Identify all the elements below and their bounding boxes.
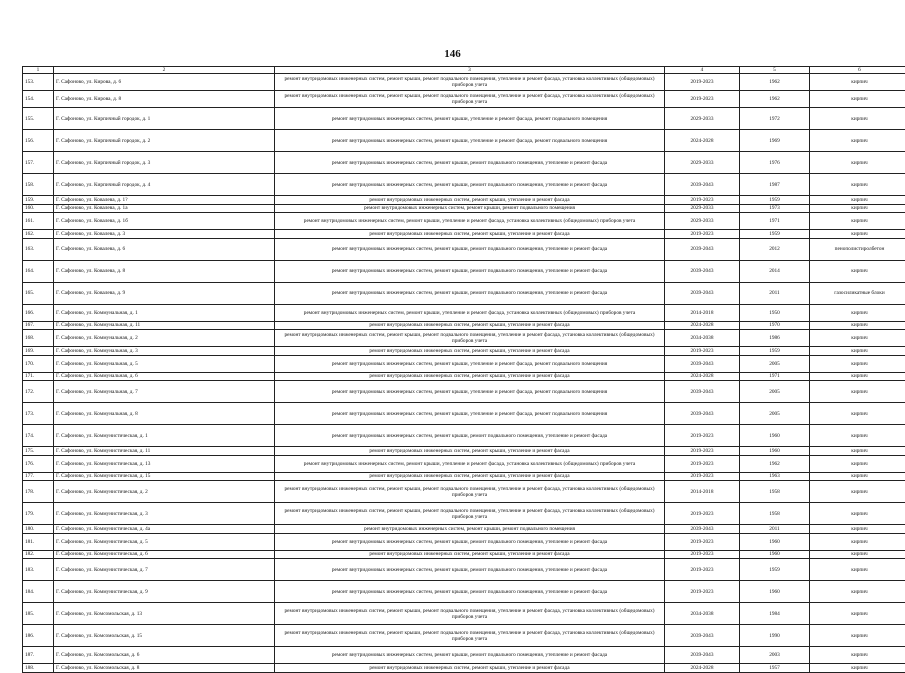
material-cell: кирпич	[810, 664, 905, 673]
material-cell: кирпич	[810, 525, 905, 534]
material-cell: кирпич	[810, 455, 905, 472]
table-row	[23, 525, 905, 534]
period-cell: 2039-2043	[665, 238, 740, 260]
year-cell: 1960	[740, 533, 810, 550]
address-cell: Г. Сафоново, ул. Коммунальная, д. 3	[54, 347, 275, 356]
column-header: 1	[23, 67, 54, 74]
period-cell: 2034-2038	[665, 603, 740, 625]
table-row	[23, 625, 905, 647]
address-cell: Г. Сафоново, ул. Коммунистическая, д. 15	[54, 472, 275, 481]
table-row	[23, 204, 905, 213]
table-row	[23, 152, 905, 174]
table-row	[23, 330, 905, 347]
row-number: 158.	[23, 174, 54, 196]
column-header: 6	[810, 67, 905, 74]
period-cell: 2039-2043	[665, 647, 740, 664]
material-cell: кирпич	[810, 425, 905, 447]
period-cell: 2019-2023	[665, 581, 740, 603]
table-row	[23, 664, 905, 673]
table-row	[23, 455, 905, 472]
row-number: 166.	[23, 304, 54, 321]
row-number: 175.	[23, 447, 54, 456]
works-cell: ремонт внутридомовых инженерных систем, ремонт крыши, утепление и ремонт фасада	[275, 447, 665, 456]
material-cell: кирпич	[810, 174, 905, 196]
material-cell: кирпич	[810, 321, 905, 330]
period-cell: 2019-2023	[665, 550, 740, 559]
year-cell: 1973	[740, 204, 810, 213]
year-cell: 1962	[740, 91, 810, 108]
address-cell: Г. Сафоново, ул. Коммунистическая, д. 3	[54, 503, 275, 525]
material-cell: кирпич	[810, 381, 905, 403]
works-cell: ремонт внутридомовых инженерных систем, ремонт крыши, ремонт подвального помещения, утепление и ремонт фасада	[275, 282, 665, 304]
year-cell: 1958	[740, 481, 810, 503]
works-cell: ремонт внутридомовых инженерных систем, ремонт крыши, утепление и ремонт фасада, ремонт подвального помещения	[275, 381, 665, 403]
material-cell: кирпич	[810, 347, 905, 356]
year-cell: 2003	[740, 647, 810, 664]
address-cell: Г. Сафоново, ул. Коммунальная, д. 6	[54, 372, 275, 381]
works-cell: ремонт внутридомовых инженерных систем, ремонт крыши, ремонт подвального помещения, утепление и ремонт фасада	[275, 581, 665, 603]
address-cell: Г. Сафоново, ул. Ковалева, д. 1?	[54, 196, 275, 205]
works-cell: ремонт внутридомовых инженерных систем, ремонт крыши, ремонт подвального помещения	[275, 204, 665, 213]
row-number: 167.	[23, 321, 54, 330]
period-cell: 2019-2023	[665, 455, 740, 472]
period-cell: 2024-2028	[665, 321, 740, 330]
row-number: 181.	[23, 533, 54, 550]
year-cell: 1971	[740, 372, 810, 381]
address-cell: Г. Сафоново, ул. Кирпичный городок, д. 3	[54, 152, 275, 174]
period-cell: 2019-2023	[665, 91, 740, 108]
year-cell: 1972	[740, 108, 810, 130]
table-row	[23, 381, 905, 403]
period-cell: 2019-2023	[665, 230, 740, 239]
table-header-row	[23, 67, 905, 74]
material-cell: кирпич	[810, 330, 905, 347]
year-cell: 1959	[740, 347, 810, 356]
row-number: 176.	[23, 455, 54, 472]
row-number: 186.	[23, 625, 54, 647]
material-cell: кирпич	[810, 355, 905, 372]
address-cell: Г. Сафоново, ул. Ковалева, д. 1б	[54, 213, 275, 230]
address-cell: Г. Сафоново, ул. Ковалева, д. 1а	[54, 204, 275, 213]
table-row	[23, 581, 905, 603]
row-number: 187.	[23, 647, 54, 664]
year-cell: 2014	[740, 260, 810, 282]
works-cell: ремонт внутридомовых инженерных систем, ремонт крыши, ремонт подвального помещения, утепление и ремонт фасада	[275, 238, 665, 260]
address-cell: Г. Сафоново, ул. Комсомольская, д. 8	[54, 664, 275, 673]
period-cell: 2024-2028	[665, 372, 740, 381]
period-cell: 2024-2028	[665, 130, 740, 152]
material-cell: кирпич	[810, 204, 905, 213]
address-cell: Г. Сафоново, ул. Коммунистическая, д. 9	[54, 581, 275, 603]
housing-table	[22, 66, 905, 673]
works-cell: ремонт внутридомовых инженерных систем, ремонт крыши, утепление и ремонт фасада, установка коллективных (общедомовых) приборов учета	[275, 455, 665, 472]
works-cell: ремонт внутридомовых инженерных систем, ремонт крыши, утепление и ремонт фасада	[275, 472, 665, 481]
address-cell: Г. Сафоново, ул. Ковалева, д. 6	[54, 238, 275, 260]
table-row	[23, 213, 905, 230]
row-number: 157.	[23, 152, 54, 174]
period-cell: 2019-2023	[665, 347, 740, 356]
material-cell: кирпич	[810, 481, 905, 503]
period-cell: 2014-2018	[665, 481, 740, 503]
row-number: 156.	[23, 130, 54, 152]
address-cell: Г. Сафоново, ул. Ковалева, д. 3	[54, 230, 275, 239]
table-row	[23, 260, 905, 282]
address-cell: Г. Сафоново, ул. Коммунистическая, д. 7	[54, 559, 275, 581]
year-cell: 1960	[740, 550, 810, 559]
table-row	[23, 533, 905, 550]
material-cell: кирпич	[810, 603, 905, 625]
table-row	[23, 74, 905, 91]
works-cell: ремонт внутридомовых инженерных систем, ремонт крыши, ремонт подвального помещения, утепление и ремонт фасада, установка коллективных (общедомовых) приборов учета	[275, 74, 665, 91]
row-number: 154.	[23, 91, 54, 108]
row-number: 171.	[23, 372, 54, 381]
address-cell: Г. Сафоново, ул. Коммунистическая, д. 6	[54, 550, 275, 559]
period-cell: 2039-2043	[665, 174, 740, 196]
row-number: 177.	[23, 472, 54, 481]
works-cell: ремонт внутридомовых инженерных систем, ремонт крыши, утепление и ремонт фасада	[275, 664, 665, 673]
period-cell: 2029-2033	[665, 204, 740, 213]
year-cell: 2005	[740, 355, 810, 372]
period-cell: 2029-2033	[665, 108, 740, 130]
table-row	[23, 481, 905, 503]
table-row	[23, 372, 905, 381]
table-row	[23, 403, 905, 425]
year-cell: 1984	[740, 603, 810, 625]
column-header: 5	[740, 67, 810, 74]
year-cell: 1959	[740, 230, 810, 239]
row-number: 164.	[23, 260, 54, 282]
year-cell: 1962	[740, 455, 810, 472]
year-cell: 1959	[740, 196, 810, 205]
row-number: 168.	[23, 330, 54, 347]
row-number: 179.	[23, 503, 54, 525]
year-cell: 1957	[740, 664, 810, 673]
year-cell: 2005	[740, 381, 810, 403]
row-number: 188.	[23, 664, 54, 673]
works-cell: ремонт внутридомовых инженерных систем, ремонт крыши, ремонт подвального помещения	[275, 525, 665, 534]
works-cell: ремонт внутридомовых инженерных систем, ремонт крыши, утепление и ремонт фасада	[275, 196, 665, 205]
address-cell: Г. Сафоново, ул. Комсомольская, д. 6	[54, 647, 275, 664]
year-cell: 1976	[740, 152, 810, 174]
table-row	[23, 472, 905, 481]
address-cell: Г. Сафоново, ул. Ковалева, д. 8	[54, 260, 275, 282]
material-cell: кирпич	[810, 503, 905, 525]
material-cell: кирпич	[810, 108, 905, 130]
row-number: 170.	[23, 355, 54, 372]
period-cell: 2019-2023	[665, 425, 740, 447]
works-cell: ремонт внутридомовых инженерных систем, ремонт крыши, утепление и ремонт фасада	[275, 550, 665, 559]
table-row	[23, 355, 905, 372]
works-cell: ремонт внутридомовых инженерных систем, ремонт крыши, утепление и ремонт фасада	[275, 321, 665, 330]
material-cell: кирпич	[810, 372, 905, 381]
year-cell: 1958	[740, 503, 810, 525]
column-header: 3	[275, 67, 665, 74]
row-number: 172.	[23, 381, 54, 403]
year-cell: 2005	[740, 403, 810, 425]
period-cell: 2029-2033	[665, 213, 740, 230]
works-cell: ремонт внутридомовых инженерных систем, ремонт крыши, утепление и ремонт фасада, установка коллективных (общедомовых) приборов учета	[275, 213, 665, 230]
material-cell: кирпич	[810, 581, 905, 603]
year-cell: 1987	[740, 174, 810, 196]
period-cell: 2019-2023	[665, 447, 740, 456]
material-cell: кирпич	[810, 304, 905, 321]
address-cell: Г. Сафоново, ул. Комсомольская, д. 13	[54, 603, 275, 625]
works-cell: ремонт внутридомовых инженерных систем, ремонт крыши, ремонт подвального помещения, утепление и ремонт фасада	[275, 260, 665, 282]
year-cell: 2012	[740, 238, 810, 260]
row-number: 163.	[23, 238, 54, 260]
year-cell: 1971	[740, 213, 810, 230]
material-cell: кирпич	[810, 230, 905, 239]
page-number: 146	[0, 48, 905, 60]
address-cell: Г. Сафоново, ул. Кирпичный городок, д. 1	[54, 108, 275, 130]
column-header: 4	[665, 67, 740, 74]
works-cell: ремонт внутридомовых инженерных систем, ремонт крыши, утепление и ремонт фасада, ремонт подвального помещения	[275, 355, 665, 372]
row-number: 161.	[23, 213, 54, 230]
table-row	[23, 238, 905, 260]
period-cell: 2039-2043	[665, 260, 740, 282]
material-cell: кирпич	[810, 196, 905, 205]
material-cell: кирпич	[810, 625, 905, 647]
address-cell: Г. Сафоново, ул. Кирова, д. 6	[54, 74, 275, 91]
year-cell: 1962	[740, 74, 810, 91]
address-cell: Г. Сафоново, ул. Кирова, д. 8	[54, 91, 275, 108]
works-cell: ремонт внутридомовых инженерных систем, ремонт крыши, ремонт подвального помещения, утепление и ремонт фасада, установка коллективных (общедомовых) приборов учета	[275, 603, 665, 625]
material-cell: кирпич	[810, 559, 905, 581]
year-cell: 2011	[740, 282, 810, 304]
material-cell: кирпич	[810, 260, 905, 282]
works-cell: ремонт внутридомовых инженерных систем, ремонт крыши, утепление и ремонт фасада, установка коллективных (общедомовых) приборов учета	[275, 304, 665, 321]
period-cell: 2039-2043	[665, 625, 740, 647]
works-cell: ремонт внутридомовых инженерных систем, ремонт крыши, утепление и ремонт фасада	[275, 230, 665, 239]
period-cell: 2039-2043	[665, 403, 740, 425]
period-cell: 2019-2023	[665, 196, 740, 205]
row-number: 162.	[23, 230, 54, 239]
table-row	[23, 603, 905, 625]
material-cell: кирпич	[810, 130, 905, 152]
works-cell: ремонт внутридомовых инженерных систем, ремонт крыши, ремонт подвального помещения, утепление и ремонт фасада, установка коллективных (общедомовых) приборов учета	[275, 503, 665, 525]
period-cell: 2039-2043	[665, 525, 740, 534]
row-number: 165.	[23, 282, 54, 304]
row-number: 184.	[23, 581, 54, 603]
material-cell: кирпич	[810, 647, 905, 664]
year-cell: 1960	[740, 425, 810, 447]
address-cell: Г. Сафоново, ул. Кирпичный городок, д. 2	[54, 130, 275, 152]
address-cell: Г. Сафоново, ул. Коммунальная, д. 11	[54, 321, 275, 330]
row-number: 178.	[23, 481, 54, 503]
works-cell: ремонт внутридомовых инженерных систем, ремонт крыши, утепление и ремонт фасада	[275, 372, 665, 381]
works-cell: ремонт внутридомовых инженерных систем, ремонт крыши, ремонт подвального помещения, утепление и ремонт фасада	[275, 174, 665, 196]
table-row	[23, 347, 905, 356]
table-row	[23, 447, 905, 456]
column-header: 2	[54, 67, 275, 74]
year-cell: 1963	[740, 472, 810, 481]
table-row	[23, 196, 905, 205]
works-cell: ремонт внутридомовых инженерных систем, ремонт крыши, ремонт подвального помещения, утепление и ремонт фасада, установка коллективных (общедомовых) приборов учета	[275, 481, 665, 503]
address-cell: Г. Сафоново, ул. Ковалева, д. 9	[54, 282, 275, 304]
row-number: 182.	[23, 550, 54, 559]
year-cell: 1950	[740, 304, 810, 321]
period-cell: 2039-2043	[665, 381, 740, 403]
year-cell: 1960	[740, 447, 810, 456]
material-cell: кирпич	[810, 403, 905, 425]
row-number: 159.	[23, 196, 54, 205]
works-cell: ремонт внутридомовых инженерных систем, ремонт крыши, ремонт подвального помещения, утепление и ремонт фасада	[275, 533, 665, 550]
period-cell: 2014-2018	[665, 304, 740, 321]
material-cell: кирпич	[810, 213, 905, 230]
table-body	[23, 67, 905, 673]
period-cell: 2039-2043	[665, 355, 740, 372]
table-row	[23, 321, 905, 330]
works-cell: ремонт внутридомовых инженерных систем, ремонт крыши, утепление и ремонт фасада, ремонт подвального помещения	[275, 108, 665, 130]
row-number: 169.	[23, 347, 54, 356]
table-row	[23, 174, 905, 196]
period-cell: 2024-2028	[665, 664, 740, 673]
works-cell: ремонт внутридомовых инженерных систем, ремонт крыши, ремонт подвального помещения, утепление и ремонт фасада	[275, 425, 665, 447]
address-cell: Г. Сафоново, ул. Коммунистическая, д. 1	[54, 425, 275, 447]
table-row	[23, 503, 905, 525]
address-cell: Г. Сафоново, ул. Коммунистическая, д. 2	[54, 481, 275, 503]
year-cell: 1959	[740, 559, 810, 581]
row-number: 153.	[23, 74, 54, 91]
works-cell: ремонт внутридомовых инженерных систем, ремонт крыши, ремонт подвального помещения, утепление и ремонт фасада, установка коллективных (общедомовых) приборов учета	[275, 91, 665, 108]
period-cell: 2019-2023	[665, 503, 740, 525]
works-cell: ремонт внутридомовых инженерных систем, ремонт крыши, ремонт подвального помещения, утепление и ремонт фасада, установка коллективных (общедомовых) приборов учета	[275, 625, 665, 647]
works-cell: ремонт внутридомовых инженерных систем, ремонт крыши, ремонт подвального помещения, утепление и ремонт фасада, установка коллективных (общедомовых) приборов учета	[275, 330, 665, 347]
table-row	[23, 425, 905, 447]
table-row	[23, 647, 905, 664]
year-cell: 1970	[740, 321, 810, 330]
address-cell: Г. Сафоново, ул. Комсомольская, д. 15	[54, 625, 275, 647]
year-cell: 1969	[740, 130, 810, 152]
row-number: 160.	[23, 204, 54, 213]
material-cell: кирпич	[810, 74, 905, 91]
table-row	[23, 108, 905, 130]
row-number: 173.	[23, 403, 54, 425]
material-cell: кирпич	[810, 447, 905, 456]
row-number: 185.	[23, 603, 54, 625]
table-row	[23, 550, 905, 559]
address-cell: Г. Сафоново, ул. Коммунистическая, д. 13	[54, 455, 275, 472]
address-cell: Г. Сафоново, ул. Коммунистическая, д. 5	[54, 533, 275, 550]
year-cell: 1986	[740, 330, 810, 347]
period-cell: 2019-2023	[665, 533, 740, 550]
period-cell: 2034-2038	[665, 330, 740, 347]
material-cell: кирпич	[810, 533, 905, 550]
works-cell: ремонт внутридомовых инженерных систем, ремонт крыши, утепление и ремонт фасада, ремонт подвального помещения	[275, 130, 665, 152]
period-cell: 2019-2023	[665, 74, 740, 91]
year-cell: 1990	[740, 625, 810, 647]
row-number: 183.	[23, 559, 54, 581]
material-cell: газосиликатные блоки	[810, 282, 905, 304]
material-cell: кирпич	[810, 472, 905, 481]
material-cell: кирпич	[810, 152, 905, 174]
material-cell: кирпич	[810, 91, 905, 108]
table-row	[23, 91, 905, 108]
row-number: 174.	[23, 425, 54, 447]
address-cell: Г. Сафоново, ул. Коммунальная, д. 8	[54, 403, 275, 425]
works-cell: ремонт внутридомовых инженерных систем, ремонт крыши, ремонт подвального помещения, утепление и ремонт фасада	[275, 647, 665, 664]
works-cell: ремонт внутридомовых инженерных систем, ремонт крыши, ремонт подвального помещения, утепление и ремонт фасада	[275, 152, 665, 174]
address-cell: Г. Сафоново, ул. Коммунистическая, д. 4а	[54, 525, 275, 534]
table-row	[23, 130, 905, 152]
works-cell: ремонт внутридомовых инженерных систем, ремонт крыши, утепление и ремонт фасада, ремонт подвального помещения	[275, 403, 665, 425]
table-row	[23, 282, 905, 304]
address-cell: Г. Сафоново, ул. Коммунальная, д. 1	[54, 304, 275, 321]
material-cell: пенополистиролбетон	[810, 238, 905, 260]
table-row	[23, 304, 905, 321]
year-cell: 1960	[740, 581, 810, 603]
row-number: 180.	[23, 525, 54, 534]
period-cell: 2039-2043	[665, 282, 740, 304]
year-cell: 2011	[740, 525, 810, 534]
address-cell: Г. Сафоново, ул. Коммунальная, д. 2	[54, 330, 275, 347]
address-cell: Г. Сафоново, ул. Кирпичный городок, д. 4	[54, 174, 275, 196]
table-row	[23, 559, 905, 581]
works-cell: ремонт внутридомовых инженерных систем, ремонт крыши, ремонт подвального помещения, утепление и ремонт фасада	[275, 559, 665, 581]
table-row	[23, 230, 905, 239]
period-cell: 2029-2033	[665, 152, 740, 174]
material-cell: кирпич	[810, 550, 905, 559]
period-cell: 2019-2023	[665, 559, 740, 581]
period-cell: 2019-2023	[665, 472, 740, 481]
works-cell: ремонт внутридомовых инженерных систем, ремонт крыши, утепление и ремонт фасада	[275, 347, 665, 356]
address-cell: Г. Сафоново, ул. Коммунальная, д. 7	[54, 381, 275, 403]
row-number: 155.	[23, 108, 54, 130]
address-cell: Г. Сафоново, ул. Коммунистическая, д. 11	[54, 447, 275, 456]
address-cell: Г. Сафоново, ул. Коммунальная, д. 5	[54, 355, 275, 372]
